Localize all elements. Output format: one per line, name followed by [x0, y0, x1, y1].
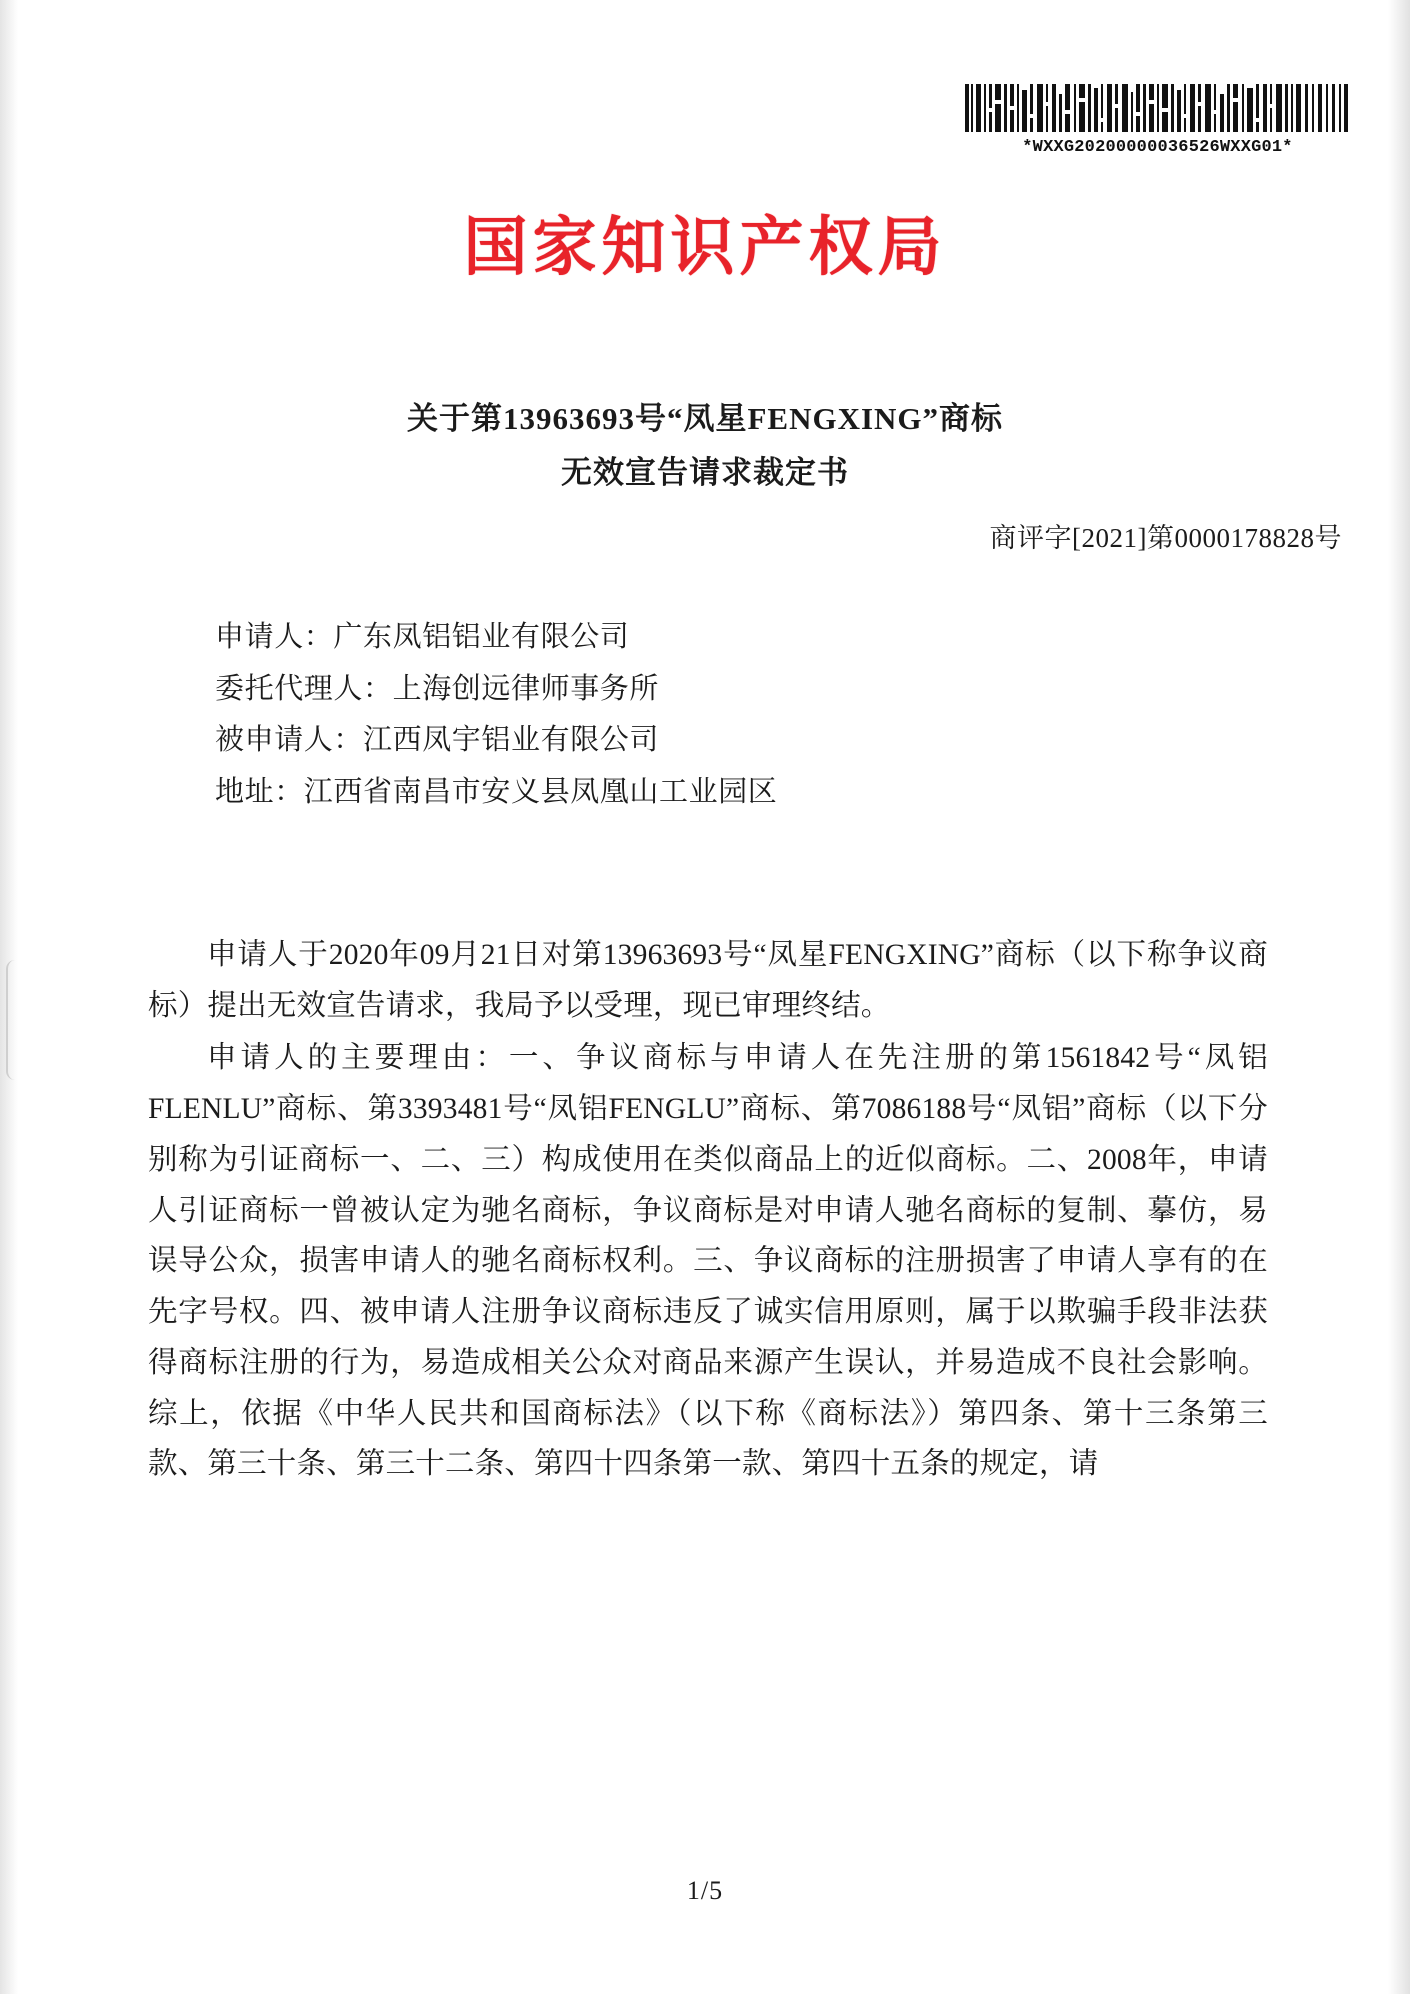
barcode-icon [965, 84, 1350, 132]
document-title [0, 392, 1410, 501]
document-title-line-1: 关于第13963693号“凤星FENGXING”商标 [406, 401, 1004, 436]
paragraph-1: 申请人于2020年09月21日对第13963693号“凤星FENGXING”商标（以下称争议商标）提出无效宣告请求，我局予以受理，现已审理终结。 [148, 939, 1268, 1022]
page-number: 1/5 [686, 1876, 724, 1905]
scan-edge-shadow-left [0, 0, 18, 1994]
body-text [148, 930, 1268, 1492]
parties-block [215, 612, 1290, 818]
party-applicant: 申请人：广东凤铝铝业有限公司 [215, 621, 630, 653]
scan-edge-shadow-right [1388, 0, 1410, 1994]
document-number: 商评字[2021]第0000178828号 [989, 523, 1342, 553]
party-agent: 委托代理人：上海创远律师事务所 [215, 672, 660, 705]
barcode-block [965, 84, 1350, 157]
scan-artifact-mark [6, 960, 15, 1080]
paragraph-2: 申请人的主要理由：一、争议商标与申请人在先注册的第1561842号“凤铝 FLENLU”商标、第3393481号“凤铝FENGLU”商标、第7086188号“凤铝”商标（以下分别称为引证商标一、二、三）构成使用在类似商品上的近似商标。二、2008年，申请人引证商标一曾被认定为驰名商标，争议商标是对申请人驰名商标的复制、摹仿，易误导公众，损害申请人的驰名商标权利。三、争议商标的注册损害了申请人享有的在先字号权。四、被申请人注册争议商标违反了诚实信用原则，属于以欺骗手段非法获得商标注册的行为，易造成相关公众对商品来源产生误认，并易造成不良社会影响。综上，依据《中华人民共和国商标法》（以下称《商标法》）第四条、第十三条第三款、第三十条、第三十二条、第四十四条第一款、第四十五条的规定，请 [148, 1042, 1268, 1481]
party-respondent: 被申请人：江西凤宇铝业有限公司 [215, 724, 660, 757]
barcode-text: *WXXG20200000036526WXXG01* [1022, 138, 1293, 157]
party-address: 地址：江西省南昌市安义县凤凰山工业园区 [215, 775, 778, 808]
document-title-line-2: 无效宣告请求裁定书 [561, 455, 849, 491]
organization-title: 国家知识产权局 [463, 211, 947, 285]
